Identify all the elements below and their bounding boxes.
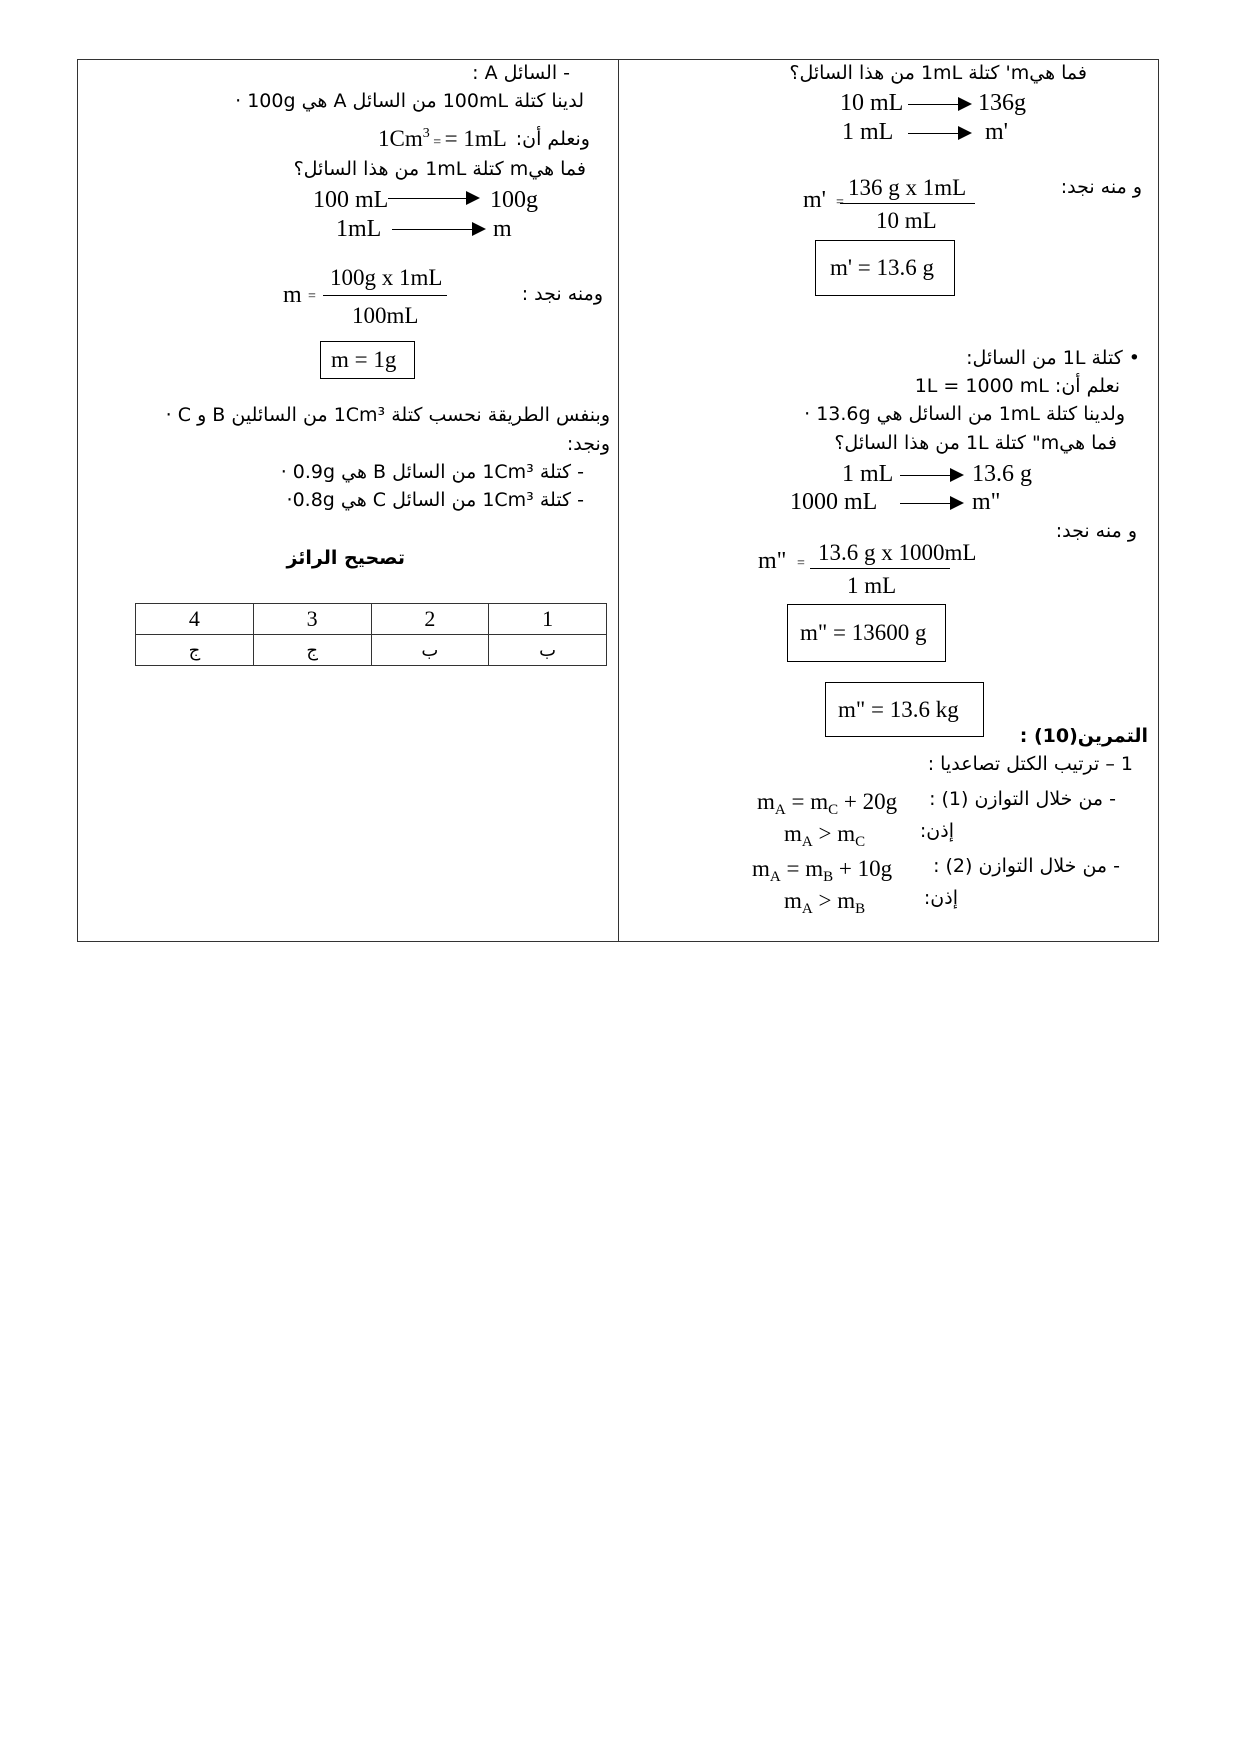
- thus-find-label: و منه نجد:: [1060, 176, 1142, 198]
- thus-find-label-2: و منه نجد:: [1055, 520, 1137, 542]
- result-m-double-grams: m" = 13600 g: [800, 620, 927, 645]
- inequality-1: $m_A > m_C$: [784, 821, 866, 850]
- then-label-2: إذن:: [923, 887, 958, 909]
- fraction-numerator-a: 100g x 1mL: [330, 265, 443, 290]
- result-m-double-kg: m" = 13.6 kg: [838, 697, 959, 722]
- mass-liquid-c: - كتلة 1Cm³ من السائل C هي 0.8g·: [286, 489, 584, 511]
- proportion-left-3: 1 mL: [842, 461, 894, 487]
- liquid-a-heading: - السائل A :: [472, 62, 570, 84]
- arrow-icon: [908, 133, 970, 134]
- arrow-icon: [392, 229, 484, 230]
- question-number: 2: [371, 604, 489, 635]
- result-box-grams: [787, 604, 946, 662]
- result-m: m = 1g: [331, 347, 397, 372]
- balance-1-equation: $m_A = m_C + 20g$: [757, 789, 898, 818]
- balance-2-equation: $m_A = m_B + 10g$: [752, 856, 893, 885]
- fraction-numerator-2: 13.6 g x 1000mL: [818, 540, 977, 565]
- question-m: فما هيm كتلة 1mL من هذا السائل؟: [293, 158, 586, 180]
- fraction-bar: [840, 203, 975, 204]
- we-have-liquid-a: لدينا كتلة 100mL من السائل A هي 100g ·: [235, 90, 584, 112]
- answer-cell: ج: [136, 635, 254, 666]
- m-label: m: [283, 282, 302, 308]
- question-m-prime: فما هيm' كتلة 1mL من هذا السائل؟: [789, 62, 1087, 84]
- fraction-denominator-a: 100mL: [352, 303, 419, 328]
- fraction-denominator: 10 mL: [876, 208, 937, 233]
- m-double-label: m": [758, 548, 787, 574]
- inequality-2: $m_A > m_B$: [784, 888, 866, 917]
- equals-sign: =: [308, 289, 316, 304]
- question-number: 1: [489, 604, 607, 635]
- pioneer-correction-title: تصحيح الرائز: [286, 547, 405, 569]
- equals-sign: =: [836, 195, 844, 210]
- we-find-label: ونجد:: [566, 433, 610, 455]
- result-box: [815, 240, 955, 296]
- result-box-m: [320, 341, 415, 379]
- arrow-icon: [900, 475, 962, 476]
- proportion-right-2: m': [985, 119, 1008, 145]
- proportion-right-3: 13.6 g: [972, 461, 1032, 487]
- answer-cell: ب: [371, 635, 489, 666]
- bullet-mass-1L: • كتلة 1L من السائل:: [966, 347, 1140, 369]
- table-row: [136, 635, 607, 666]
- result-m-prime: m' = 13.6 g: [830, 255, 935, 280]
- answer-cell: ج: [253, 635, 371, 666]
- proportion-right-4: m": [972, 489, 1001, 515]
- arrow-icon: [900, 503, 962, 504]
- then-label-1: إذن:: [919, 820, 954, 842]
- proportion-right-a2: m: [493, 216, 512, 242]
- answer-cell: ب: [489, 635, 607, 666]
- question-m-double: فما هيm" كتلة 1L من هذا السائل؟: [834, 432, 1117, 454]
- we-have-mass: ولدينا كتلة 1mL من السائل هي 13.6g ·: [804, 403, 1125, 425]
- cm3-equals-ml: $1Cm^3$ = = 1mL: [378, 126, 507, 151]
- result-box-kilograms: [825, 682, 984, 737]
- fraction-numerator: 136 g x 1mL: [848, 175, 967, 200]
- proportion-left-4: 1000 mL: [790, 489, 878, 515]
- proportion-left-a2: 1mL: [336, 216, 382, 242]
- balance-1-text: - من خلال التوازن (1) :: [929, 788, 1116, 810]
- thus-find-label-a: ومنه نجد :: [521, 283, 603, 305]
- same-method-text: وبنفس الطريقة نحسب كتلة 1Cm³ من السائلين B و C ·: [165, 404, 610, 426]
- exercise-title: التمرين(10) :: [1019, 725, 1148, 747]
- we-know-1L: نعلم أن: 1L = 1000 mL: [914, 375, 1120, 397]
- we-know-label: ونعلم أن:: [515, 128, 590, 150]
- order-heading: 1 – ترتيب الكتل تصاعديا :: [927, 753, 1133, 775]
- proportion-left-a1: 100 mL: [313, 187, 389, 213]
- table-row: [136, 604, 607, 635]
- fraction-bar: [323, 295, 447, 296]
- column-divider: [618, 59, 619, 942]
- proportion-left-2: 1 mL: [842, 119, 894, 145]
- equals-sign: =: [797, 556, 805, 571]
- mass-liquid-b: - كتلة 1Cm³ من السائل B هي 0.9g ·: [280, 461, 584, 483]
- fraction-bar: [810, 568, 950, 569]
- question-number: 3: [253, 604, 371, 635]
- m-prime-label: m': [803, 187, 826, 213]
- question-number: 4: [136, 604, 254, 635]
- balance-2-text: - من خلال التوازن (2) :: [933, 855, 1120, 877]
- arrow-icon: [908, 104, 970, 105]
- proportion-right-a1: 100g: [490, 187, 538, 213]
- proportion-right-1: 136g: [978, 90, 1026, 116]
- arrow-icon: [388, 198, 478, 199]
- proportion-left-1: 10 mL: [840, 90, 904, 116]
- fraction-denominator-2: 1 mL: [847, 573, 897, 598]
- answer-key-table: [135, 603, 607, 666]
